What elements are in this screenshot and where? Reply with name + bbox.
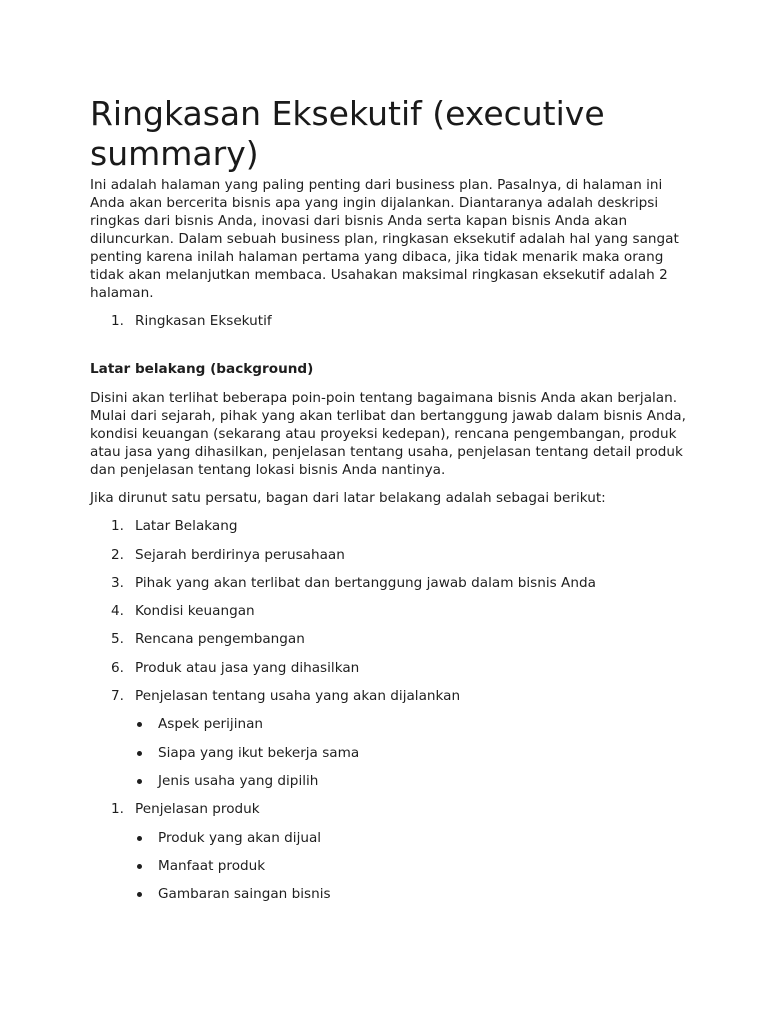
bullet-item: [90, 885, 690, 913]
list-item: [90, 630, 690, 658]
list-number: 7.: [111, 688, 124, 705]
list-item-text: Produk atau jasa yang dihasilkan: [135, 659, 360, 676]
list-item: [90, 800, 690, 828]
document-page: [90, 94, 690, 913]
bullet-item-text: Jenis usaha yang dipilih: [158, 772, 319, 789]
sequence-paragraph: Jika dirunut satu persatu, bagan dari latar belakang adalah sebagai berikut:: [90, 490, 606, 507]
list-item: [90, 602, 690, 630]
summary-list: [90, 312, 690, 340]
list-number: 3.: [111, 574, 124, 591]
list-number: 5.: [111, 631, 124, 648]
list-item: [90, 517, 690, 545]
page-title: Ringkasan Eksekutif (executive summary): [90, 94, 605, 173]
bullet-item: [90, 857, 690, 885]
bullet-icon: [137, 864, 142, 869]
list-item-text: Penjelasan tentang usaha yang akan dijalankan: [135, 688, 461, 705]
bullet-icon: [137, 892, 142, 897]
list-item-text: Penjelasan produk: [135, 801, 260, 818]
list-item-text: Kondisi keuangan: [135, 603, 255, 620]
list-item-text: Latar Belakang: [135, 518, 238, 535]
bullet-item: [90, 772, 690, 800]
bullet-icon: [137, 751, 142, 756]
background-heading: Latar belakang (background): [90, 361, 314, 378]
list-item-text: Ringkasan Eksekutif: [135, 313, 272, 329]
list-number: 2.: [111, 546, 124, 563]
bullet-item: [90, 744, 690, 772]
bullet-item: [90, 715, 690, 743]
usaha-bullet-list: [90, 715, 690, 800]
bullet-item-text: Gambaran saingan bisnis: [158, 886, 331, 903]
list-item-text: Pihak yang akan terlibat dan bertanggung jawab dalam bisnis Anda: [135, 574, 596, 591]
bullet-icon: [137, 779, 142, 784]
list-number: 4.: [111, 603, 124, 620]
list-item-text: Rencana pengembangan: [135, 631, 305, 648]
bullet-item-text: Produk yang akan dijual: [158, 829, 322, 846]
list-item: [90, 312, 690, 340]
bullet-item-text: Siapa yang ikut bekerja sama: [158, 744, 360, 761]
bullet-icon: [137, 836, 142, 841]
list-item: [90, 659, 690, 687]
product-bullet-list: [90, 829, 690, 914]
list-number: 1.: [111, 801, 124, 818]
list-number: 1.: [111, 313, 124, 329]
list-number: 6.: [111, 659, 124, 676]
bullet-icon: [137, 722, 142, 727]
bullet-item: [90, 829, 690, 857]
bullet-item-text: Aspek perijinan: [158, 716, 264, 733]
list-item-text: Sejarah berdirinya perusahaan: [135, 546, 345, 563]
list-item: [90, 574, 690, 602]
product-list: [90, 800, 690, 828]
list-item: [90, 687, 690, 715]
list-number: 1.: [111, 518, 124, 535]
background-paragraph: Disini akan terlihat beberapa poin-poin tentang bagaimana bisnis Anda akan berjalan. Mulai dari sejarah, pihak yang akan terlibat dan bertanggung jawab dalam bisnis Anda, kondisi keuangan (sekarang atau proyeksi kedepan), rencana pengembangan, produk atau jasa yang dihasilkan, penjelasan tentang usaha, penjelasan tentang detail produk dan penjelasan tentang lokasi bisnis Anda nantinya.: [90, 390, 686, 479]
background-list: [90, 517, 690, 715]
list-item: [90, 546, 690, 574]
intro-paragraph: Ini adalah halaman yang paling penting dari business plan. Pasalnya, di halaman ini Anda akan bercerita bisnis apa yang ingin dijalankan. Diantaranya adalah deskripsi ringkas dari bisnis Anda, inovasi dari bisnis Anda serta kapan bisnis Anda akan diluncurkan. Dalam sebuah business plan, ringkasan eksekutif adalah hal yang sangat penting karena inilah halaman pertama yang dibaca, jika tidak menarik maka orang tidak akan melanjutkan membaca. Usahakan maksimal ringkasan eksekutif adalah 2 halaman.: [90, 177, 679, 301]
bullet-item-text: Manfaat produk: [158, 857, 266, 874]
